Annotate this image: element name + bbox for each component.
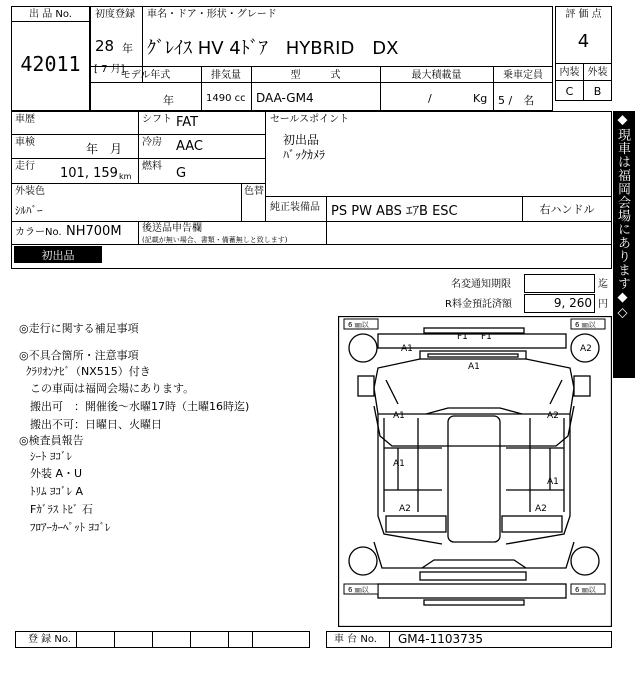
first-reg-year-unit: 年 [122, 42, 133, 55]
info-col-divider-1 [138, 111, 139, 183]
ext-color: ｼﾙﾊﾞｰ [15, 204, 43, 217]
reg-no-divider-2 [114, 631, 115, 648]
color-no-label: カラーNo. [15, 227, 62, 238]
sales-point-1: 初出品 [283, 133, 320, 147]
reg-no-divider-3 [152, 631, 153, 648]
mark-rr-quarter: A2 [535, 504, 547, 514]
renewal-deadline-unit: 迄 [598, 279, 608, 290]
type-label: 型 式 [290, 70, 341, 81]
capacity: 5 / 名 [498, 94, 535, 107]
lot-no: 42011 [20, 52, 81, 76]
condition-diagram [338, 316, 612, 627]
info-row-line-2 [12, 158, 265, 159]
aftermarket-note: (記載が無い場合、書類・備蓄無しと致します) [142, 236, 288, 244]
driving-notes-heading: ◎走行に関する補足事項 [19, 322, 139, 335]
history-label: 車歴 [15, 114, 35, 125]
grade-divider [556, 80, 611, 81]
mark-grille-2: F1 [481, 332, 492, 342]
reg-no-divider-5 [228, 631, 229, 648]
defect-line-1: ｸﾗﾘｵﾝﾅﾋﾞ（NX515）付き [26, 365, 151, 378]
type-value: DAA-GM4 [256, 91, 314, 105]
recycle-amount: 9, 260 [553, 296, 592, 310]
interior-grade: C [565, 85, 574, 98]
reg-no-label: 登 録 No. [28, 634, 71, 645]
inspection-label: 車検 [15, 137, 35, 148]
model-year-label: モデル年式 [120, 70, 171, 81]
max-load-slash: / [428, 92, 432, 105]
mark-fr-door: A2 [547, 411, 559, 421]
defects-heading: ◎不具合箇所・注意事項 [19, 349, 139, 362]
fuel-label: 燃料 [142, 161, 162, 172]
color-no: NH700M [66, 224, 122, 239]
interior-label: 内装 [559, 67, 580, 78]
displacement: 1490 cc [206, 93, 246, 104]
info-row-line-4 [12, 221, 611, 222]
sales-point-label: セールスポイント [270, 114, 350, 125]
inspector-line-4: Fｶﾞﾗｽ ﾄﾋﾞ 石 [30, 503, 93, 516]
inspector-line-3: ﾄﾘﾑ ﾖｺﾞﾚ A [30, 485, 84, 498]
first-reg-month: [ 7 月] [94, 64, 125, 75]
ac-value: AAC [176, 139, 203, 154]
exterior-grade: B [593, 85, 602, 98]
reg-no-divider-1 [76, 631, 77, 648]
max-load-unit: Kg [473, 92, 488, 105]
color-no-divider [138, 221, 139, 244]
car-name-label: 車名・ドア・形状・グレード [147, 9, 277, 20]
renewal-deadline-box [524, 274, 595, 293]
equipment-label: 純正装備品 [270, 202, 320, 213]
repaint-divider [241, 183, 242, 221]
inspector-heading: ◎検査員報告 [19, 434, 84, 447]
tire-tag-rr: 6 ㎜以 [575, 586, 596, 594]
mark-rl-door: A1 [393, 459, 405, 469]
tire-tag-fr: 6 ㎜以 [575, 321, 596, 329]
inspector-line-2: 外装 A・U [30, 467, 83, 480]
first-reg-label: 初度登録 [95, 9, 135, 20]
recycle-label: R料金預託済額 [445, 299, 512, 310]
steering: 右ハンドル [539, 203, 595, 216]
shift-value: FAT [176, 115, 199, 130]
mark-front-bumper: A1 [401, 344, 413, 354]
sales-point-bottom [266, 196, 611, 197]
inspection-value: 年 月 [86, 142, 123, 156]
first-listing-badge-text: 初出品 [41, 249, 75, 262]
mileage-label: 走行 [15, 161, 35, 172]
fuel-value: G [176, 166, 187, 181]
defect-line-4: 搬出不可：日曜日、火曜日 [30, 418, 162, 431]
repaint-label: 色替 [244, 186, 264, 197]
reg-no-divider-4 [190, 631, 191, 648]
displacement-label: 排気量 [211, 70, 241, 81]
car-name: ｸﾞﾚｲｽ HV 4ﾄﾞｱ HYBRID DX [147, 38, 399, 59]
score-label: 評 価 点 [565, 9, 602, 20]
score-value: 4 [577, 31, 590, 52]
first-reg-year: 28 [95, 37, 115, 55]
inspector-line-5: ﾌﾛｱｰｶｰﾍﾟｯﾄ ﾖｺﾞﾚ [30, 521, 111, 534]
renewal-deadline-label: 名変通知期限 [451, 279, 511, 290]
model-year-unit: 年 [163, 94, 174, 107]
info-row-line-3 [12, 183, 265, 184]
reg-no-divider-6 [252, 631, 253, 648]
defect-line-3: 搬出可 ：開催後～水曜17時（土曜16時迄) [30, 400, 250, 413]
exterior-label: 外装 [587, 67, 608, 78]
mark-hood: A1 [468, 362, 480, 372]
info-row-line-1 [12, 134, 265, 135]
capacity-label: 乗車定員 [503, 70, 543, 81]
mark-grille-1: F1 [457, 332, 468, 342]
mark-rr-door: A1 [547, 477, 559, 487]
max-load-label: 最大積載量 [411, 70, 462, 81]
tire-tag-rl: 6 ㎜以 [348, 586, 369, 594]
spec-header-line [91, 82, 552, 83]
mark-fl-door: A1 [393, 411, 405, 421]
info-row-line-5 [12, 244, 611, 245]
mark-fr-fender: A2 [580, 344, 592, 354]
chassis-label: 車 台 No. [334, 634, 377, 645]
ext-color-label: 外装色 [15, 186, 45, 197]
mileage-unit: km [119, 172, 132, 181]
aftermarket-label: 後送品申告欄 [142, 223, 202, 234]
lot-no-label: 出 品 No. [29, 9, 72, 20]
sales-point-2: ﾊﾞｯｸｶﾒﾗ [283, 148, 326, 162]
tire-tag-fl: 6 ㎜以 [348, 321, 369, 329]
equipment-divider [326, 196, 327, 244]
chassis-divider [389, 631, 390, 648]
mileage: 101, 159 [60, 166, 118, 181]
chassis-no: GM4-1103735 [398, 632, 484, 646]
mark-rl-quarter: A2 [399, 504, 411, 514]
shift-label: シフト [142, 114, 172, 125]
defect-line-2: この車両は福岡会場にあります。 [30, 382, 195, 395]
location-banner-text: ◇◆現車は福岡会場にあります◆◇ [615, 97, 630, 321]
inspector-line-1: ｼｰﾄ ﾖｺﾞﾚ [30, 450, 72, 463]
ac-label: 冷房 [142, 137, 162, 148]
equipment: PS PW ABS ｴｱB ESC [331, 204, 458, 219]
info-col-divider-2 [265, 111, 266, 221]
recycle-unit: 円 [598, 299, 608, 310]
